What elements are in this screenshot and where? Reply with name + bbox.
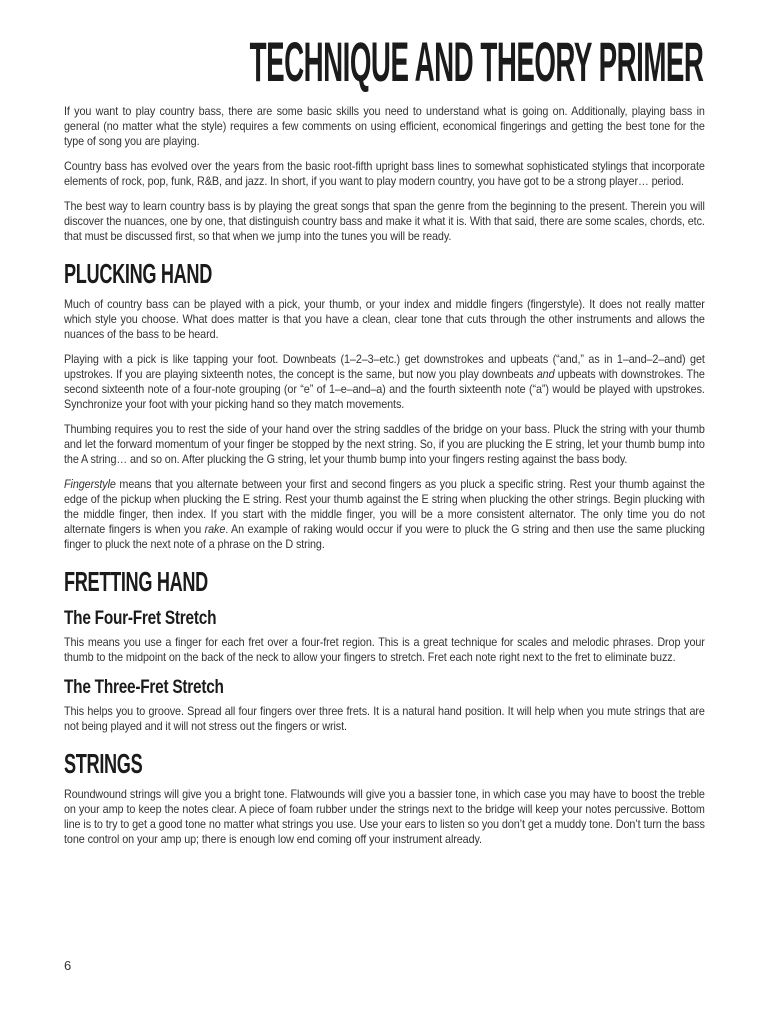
paragraph: This means you use a finger for each fret over a four-fret region. This is a great technique for scales and melodic phrases. Drop your thumb to the midpoint on the back of the neck to allow your fingers to stretch. Fret each note right next to the fret to eliminate buzz. — [64, 635, 705, 664]
page-title-text: TECHNIQUE AND THEORY PRIMER — [249, 30, 704, 93]
page-number: 6 — [64, 958, 72, 973]
paragraph: If you want to play country bass, there are some basic skills you need to understand what is going on. Additionally, playing bass in general (no matter what the style) requires a few comments on using efficient, economical fingerings and getting the best tone for the type of song you are playing. — [64, 104, 705, 148]
page-content — [64, 30, 705, 857]
subsection-heading-three-fret-stretch-text: The Three-Fret Stretch — [64, 677, 224, 698]
paragraph: Much of country bass can be played with a pick, your thumb, or your index and middle fingers (fingerstyle). It does not really matter which style you choose. What does matter is that you have a clean, clear tone that cuts through the other instruments and allows the nuances of the bass to be heard. — [64, 297, 705, 341]
paragraph: Thumbing requires you to rest the side of your hand over the string saddles of the bridge on your bass. Pluck the string with your thumb and let the forward momentum of your finger be stopped by the next string. So, if you are plucking the E string, let your thumb bump into the A string… and so on. After plucking the G string, let your thumb bump into your fingers resting against the bass body. — [64, 422, 705, 466]
paragraph: Country bass has evolved over the years from the basic root-fifth upright bass lines to somewhat sophisticated stylings that incorporate elements of rock, pop, funk, R&B, and jazz. In short, if you want to play modern country, you have got to be a strong player… period. — [64, 159, 705, 188]
section-heading-fretting-hand-text: FRETTING HAND — [64, 566, 208, 597]
subsection-heading-three-fret-stretch — [64, 678, 705, 697]
paragraph: This helps you to groove. Spread all four fingers over three frets. It is a natural hand position. It will help when you mute strings that are not being played and it will not stress out the fingers or wrist. — [64, 704, 705, 733]
section-heading-strings-text: STRINGS — [64, 748, 143, 779]
section-heading-fretting-hand — [64, 568, 705, 596]
section-heading-plucking-hand-text: PLUCKING HAND — [64, 258, 212, 289]
paragraph: Playing with a pick is like tapping your foot. Downbeats (1–2–3–etc.) get downstrokes and upbeats (“and,” as in 1–and–2–and) get upstrokes. If you are playing sixteenth notes, the concept is the same, but now you play downbeats and upbeats with downstrokes. The second sixteenth note of a four-note grouping (or “e” of 1–e–and–a) and the fourth sixteenth note (“a”) would be played with upstrokes. Synchronize your foot with your picking hand so they match movements. — [64, 352, 705, 411]
section-heading-strings — [64, 750, 705, 778]
subsection-heading-four-fret-stretch — [64, 609, 705, 628]
section-heading-plucking-hand — [64, 260, 705, 288]
page-title — [64, 30, 705, 93]
subsection-heading-four-fret-stretch-text: The Four-Fret Stretch — [64, 608, 217, 629]
paragraph: The best way to learn country bass is by playing the great songs that span the genre from the beginning to the present. Therein you will discover the nuances, one by one, that distinguish country bass and make it what it is. With that said, there are some scales, chords, etc. that must be discussed first, so that when we jump into the tunes you will be ready. — [64, 199, 705, 243]
paragraph: Fingerstyle means that you alternate between your first and second fingers as you pluck a specific string. Rest your thumb against the edge of the pickup when plucking the E string. Rest your thumb against the E string when plucking the other strings. Begin plucking with the middle finger, then index. If you start with the middle finger, you will be a more consistent alternator. The only time you do not alternate fingers is when you rake. An example of raking would occur if you were to pluck the G string and then use the same plucking finger to pluck the next note of a phrase on the D string. — [64, 477, 705, 551]
paragraph: Roundwound strings will give you a bright tone. Flatwounds will give you a bassier tone, in which case you may have to boost the treble on your amp to keep the notes clear. A piece of foam rubber under the strings next to the bridge will keep your notes percussive. Bottom line is to try to get a good tone no matter what strings you use. Use your ears to listen so you don’t get a muddy tone. Don’t turn the bass tone control on your amp up; there is enough low end coming off your instrument already. — [64, 787, 705, 846]
